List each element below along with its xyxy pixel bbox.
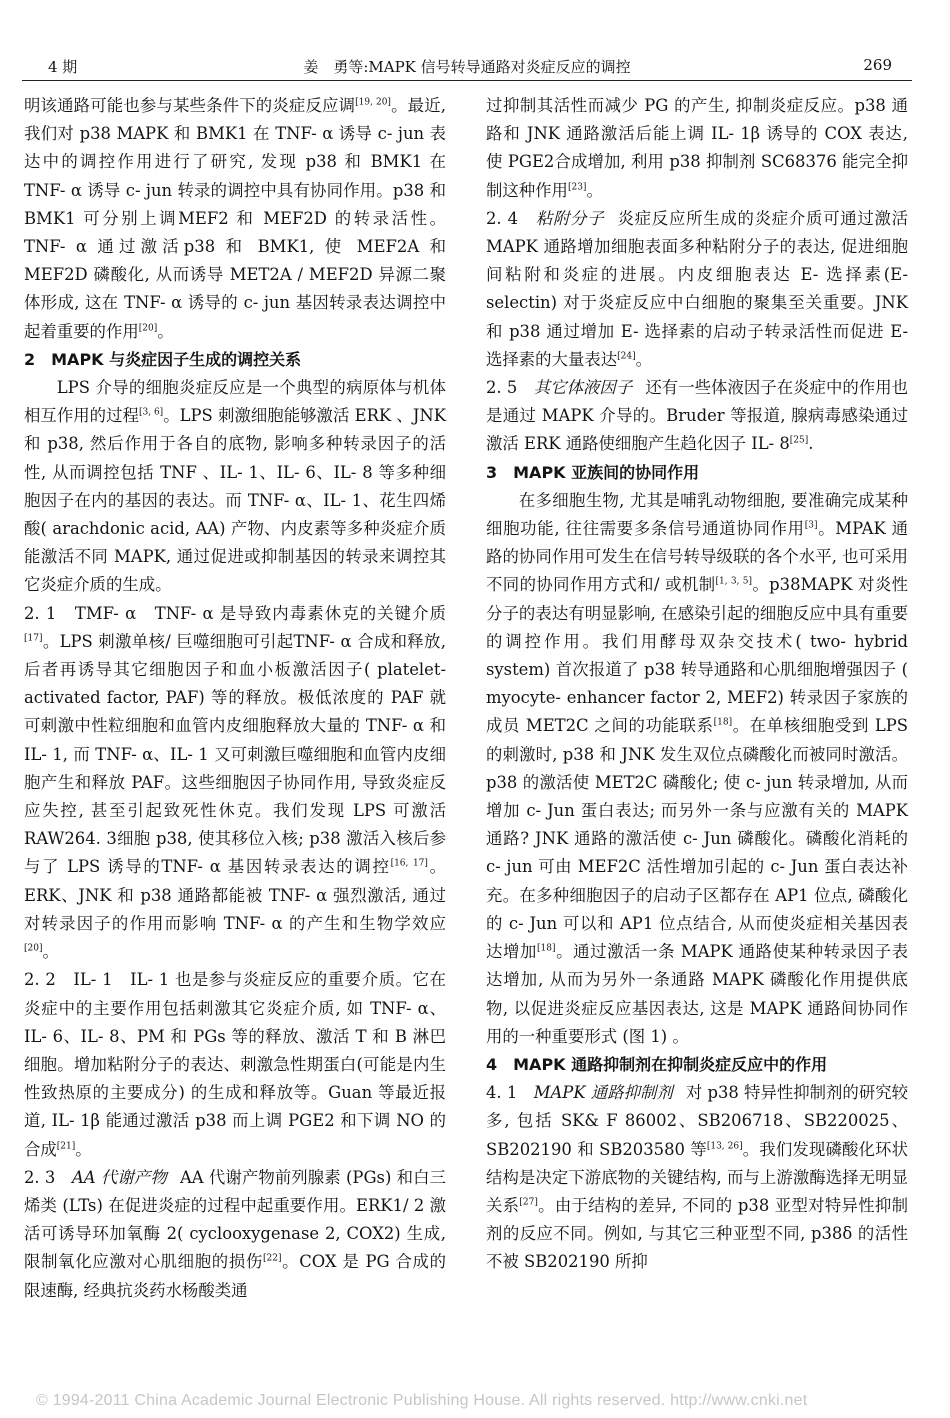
subsection-title: MAPK 通路抑制剂 [533,1083,673,1103]
citation: [1, 3, 5] [715,576,752,587]
paragraph: 2. 2 IL- 1 IL- 1 也是参与炎症反应的重要介质。它在炎症中的主要作用包括刺激其它炎症介质, 如 TNF- α、IL- 6、IL- 8、PM 和 PGs 等的释放、激活 T 和 B 淋巴细胞。增加粘附分子的表达、刺激急性期蛋白(可能是内生性致热原的主要成分) 的生成和释放等。Guan 等最近报道, IL- 1β 能通过激活 p38 而上调 PGE2 和下调 NO 的合成[21]。 [24,970,447,1159]
paragraph: 过抑制其活性而减少 PG 的产生, 抑制炎症反应。p38 通路和 JNK 通路激活后能上调 IL- 1β 诱导的 COX 表达, 使 PGE2合成增加, 利用 p38 抑制剂 SC68376 能完全抑制这种作用[23]。 [486,96,908,200]
subsection-label: 2. 4 [486,208,519,228]
citation: [17] [24,633,43,644]
left-column [24,92,446,1305]
citation: [24] [617,351,636,362]
paragraph: 明该通路可能也参与某些条件下的炎症反应调[19, 20]。最近,我们对 p38 MAPK 和 BMK1 在 TNF- α 诱导 c- jun 表达中的调控作用进行了研究, 发现 p38 和 BMK1 在 TNF- α 诱导 c- jun 转录的调控中具有协同作用。p38 和 BMK1 可分别上调MEF2 和 MEF2D 的转录活性。TNF- α 通过激活p38 和 BMK1, 使 MEF2A 和 MEF2D 磷酸化, 从而诱导 MET2A / MEF2D 异源二聚体形成, 这在 TNF- α 诱导的 c- jun 基因转录表达调控中起着重要的作用[20]。 [24,96,446,341]
issue-number: 4 期 [48,58,78,76]
subsection-label: 2. 3 [24,1167,56,1187]
citation: [19, 20] [355,97,391,108]
citation: [20] [138,323,158,334]
copyright-watermark: © 1994-2011 China Academic Journal Electronic Publishing House. All rights reserved. http://www.cnki.net [36,1392,808,1409]
citation: [27] [519,1197,538,1208]
paragraph: 4. 1 MAPK 通路抑制剂 对 p38 特异性抑制剂的研究较多, 包括 SK& F 86002、SB206718、SB220025、SB202190 和 SB203580 等[13, 26]。我们发现磷酸化环状结构是决定下游底物的关键结构, 而与上游激酶选择无明显关系[27]。由于结构的差异, 不同的 p38 亚型对特异性抑制剂的反应不同。例如, 与其它三种亚型不同, p38δ 的活性不被 SB202190 所抑 [486,1083,909,1272]
subsection-label: 2. 1 TMF- α [24,603,137,623]
running-header [22,56,912,81]
section-heading: 2 MAPK 与炎症因子生成的调控关系 [24,349,302,369]
subsection-title: AA 代谢产物 [71,1167,167,1187]
citation: [3, 6] [138,407,164,418]
citation: [22] [263,1253,282,1264]
subsection-label: 2. 2 IL- 1 [24,970,113,990]
citation: [13, 26] [706,1141,743,1152]
citation: [23] [567,182,587,193]
paragraph: 在多细胞生物, 尤其是哺乳动物细胞, 要准确完成某种细胞功能, 往往需要多条信号通道协同作用[3]。MPAK 通路的协同作用可发生在信号转导级联的各个水平, 也可采用不同的协同作用方式和/ 或机制[1, 3, 5]。p38MAPK 对炎性分子的表达有明显影响, 在感染引起的细胞反应中具有重要的调控作用。我们用酵母双杂交技术( two- hybrid system) 首次报道了 p38 转导通路和心肌细胞增强因子 ( myocyte- enhancer factor 2, MEF2) 转录因子家族的成员 MET2C 之间的功能联系[18]。在单核细胞受到 LPS 的刺激时, p38 和 JNK 发生双位点磷酸化而被同时激活。p38 的激活使 MET2C 磷酸化; 使 c- jun 转录增加, 从而增加 c- Jun 蛋白表达; 而另外一条与应激有关的 MAPK 通路? JNK 通路的激活使 c- Jun 磷酸化。磷酸化消耗的 c- jun 可由 MEF2C 活性增加引起的 c- Jun 蛋白表达补充。在多种细胞因子的启动子区都存在 AP1 位点, 磷酸化的 c- Jun 可以和 AP1 位点结合, 从而使炎症相关基因表达增加[18]。通过激活一条 MAPK 通路使某种转录因子表达增加, 从而为另外一条通路 MAPK 磷酸化作用提供底物, 以促进炎症反应基因表达, 这是 MAPK 通路间协同作用的一种重要形式 (图 1) 。 [486,490,909,1046]
citation: [21] [56,1141,76,1152]
paragraph: LPS 介导的细胞炎症反应是一个典型的病原体与机体相互作用的过程[3, 6]。LPS 刺激细胞能够激活 ERK 、JNK 和 p38, 然后作用于各自的底物, 影响多种转录因子的活性, 从而调控包括 TNF 、IL- 1、IL- 6、IL- 8 等多种细胞因子在内的基因的表达。而 TNF- α、IL- 1、花生四烯酸( arachdonic acid, AA) 产物、内皮素等多种炎症介质能激活不同 MAPK, 通过促进或抑制基因的转录来调控其它炎症介质的生成。 [24,378,447,595]
citation: [3] [804,520,818,531]
subsection-label: 2. 5 [486,378,518,398]
citation: [25] [789,435,809,446]
paragraph: 2. 5 其它体液因子 还有一些体液因子在炎症中的作用也是通过 MAPK 介导的。Bruder 等报道, 腺病毒感染通过激活 ERK 通路使细胞产生趋化因子 IL- 8[25]. [486,378,909,454]
citation: [18] [713,718,733,728]
right-column [486,92,908,1277]
subsection-title: 其它体液因子 [533,378,633,398]
paragraph: 2. 1 TMF- α TNF- α 是导致内毒素休克的关键介质[17]。LPS 刺激单核/ 巨噬细胞可引起TNF- α 合成和释放, 后者再诱导其它细胞因子和血小板激活因子( platelet- activated factor, PAF) 等的释放。极低浓度的 PAF 就可刺激中性粒细胞和血管内皮细胞释放大量的 TNF- α 和 IL- 1, 而 TNF- α、IL- 1 又可刺激巨噬细胞和血管内皮细胞产生和释放 PAF。这些细胞因子协同作用, 导致炎症反应失控, 甚至引起致死性休克。我们发现 LPS 可激活 RAW264. 3细胞 p38, 使其移位入核; p38 激活入核后参与了 LPS 诱导的TNF- α 基因转录表达的调控[16, 17]。ERK、JNK 和 p38 通路都能被 TNF- α 强烈激活, 通过对转录因子的作用而影响 TNF- α 的产生和生物学效应[20]。 [24,603,447,962]
subsection-title: 粘附分子 [535,208,605,228]
citation: [20] [24,943,43,954]
page-number: 269 [863,56,892,74]
paragraph: 2. 4 粘附分子 炎症反应所生成的炎症介质可通过激活 MAPK 通路增加细胞表面多种粘附分子的表达, 促进细胞间粘附和炎症的进展。内皮细胞表达 E- 选择素(E- selectin) 对于炎症反应中白细胞的聚集至关重要。JNK 和 p38 通过增加 E- 选择素的启动子转录活性而促进 E- 选择素的大量表达[24]。 [486,208,909,369]
running-title: 姜 勇等:MAPK 信号转导通路对炎症反应的调控 [303,58,631,76]
section-heading: 4 MAPK 通路抑制剂在抑制炎症反应中的作用 [486,1054,828,1074]
section-heading: 3 MAPK 亚族间的协同作用 [486,462,700,482]
citation: [18] [537,943,556,954]
citation: [16, 17] [390,859,428,870]
paragraph: 2. 3 AA 代谢产物 AA 代谢产物前列腺素 (PGs) 和白三烯类 (LTs) 在促进炎症的过程中起重要作用。ERK1/ 2 激活可诱导环加氧酶 2( cyclooxygenase 2, COX2) 生成, 限制氧化应激对心肌细胞的损伤[22]。COX 是 PG 合成的限速酶, 经典抗炎药水杨酸类通 [24,1167,447,1300]
subsection-label: 4. 1 [486,1083,518,1103]
